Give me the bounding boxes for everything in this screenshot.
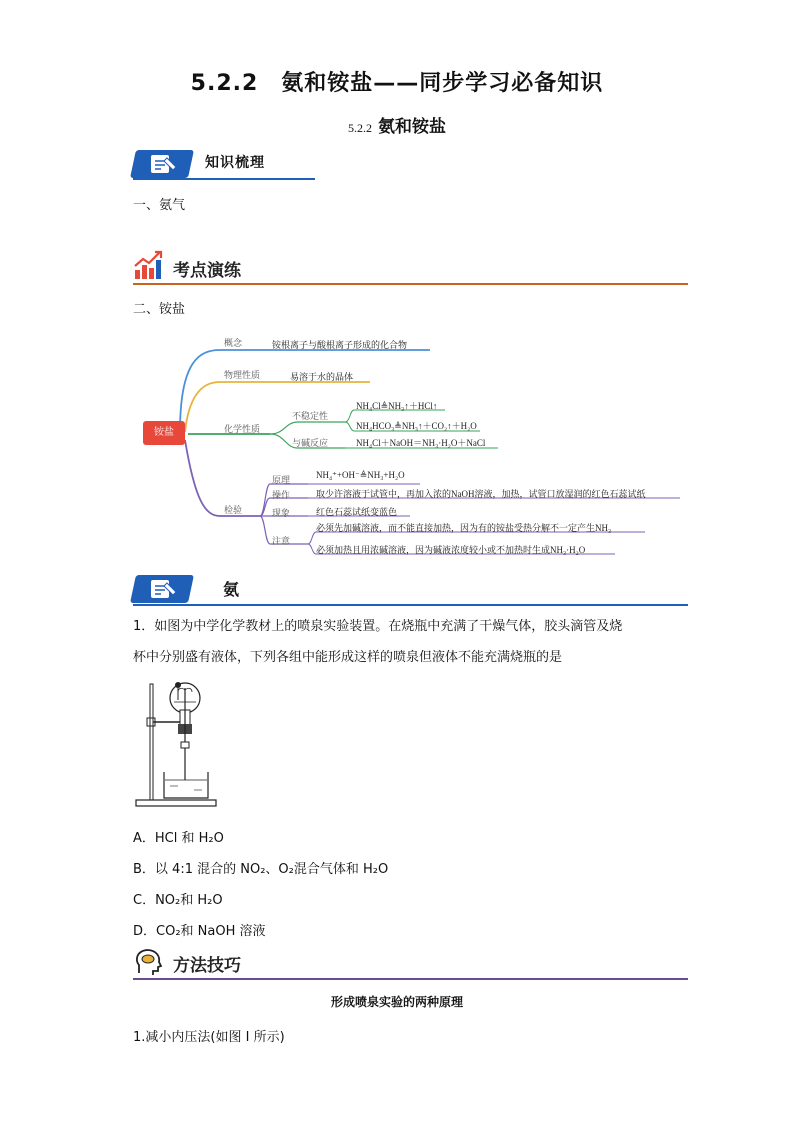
- option-b[interactable]: B．以 4:1 混合的 NO₂、O₂混合气体和 H₂O: [133, 862, 389, 877]
- question-line-1: 1．如图为中学化学教材上的喷泉实验装置。在烧瓶中充满了干燥气体，胶头滴管及烧: [133, 619, 623, 634]
- equation-3: NH₄Cl＋NaOH＝NH₃·H₂O＋NaCl: [356, 438, 486, 448]
- alkali-reaction-label: 与碱反应: [292, 439, 329, 449]
- chart-growth-icon: [133, 250, 163, 280]
- notebook-icon: [130, 150, 194, 178]
- banner-ammonia: [133, 573, 688, 607]
- equation-2: NH₄HCO₃≜NH₃↑＋CO₂↑＋H₂O: [356, 421, 477, 431]
- banner-method: [133, 945, 688, 981]
- note-1: 必须先加碱溶液，而不能直接加热，因为有的铵盐受热分解不一定产生NH₃: [316, 523, 612, 533]
- banner-ammonia-underline: [133, 604, 688, 606]
- branch-chemical: 化学性质: [224, 425, 261, 435]
- branch-physical: 物理性质: [224, 371, 261, 381]
- banner-method-underline: [133, 978, 688, 980]
- banner-knowledge-underline: [133, 178, 315, 180]
- section-ammonia-gas: 一、氨气: [133, 198, 186, 213]
- fountain-apparatus-diagram: [134, 680, 234, 810]
- head-brain-icon: [133, 947, 163, 977]
- physical-text: 易溶于水的晶体: [290, 372, 354, 382]
- principle-text: NH₄⁺+OH⁻≜NH₃+H₂O: [316, 470, 405, 480]
- phenomenon-text: 红色石蕊试纸变蓝色: [316, 507, 398, 517]
- subtitle-text: 氨和铵盐: [377, 117, 446, 137]
- option-a[interactable]: A．HCl 和 H₂O: [133, 831, 224, 846]
- note-label: 注意: [272, 537, 291, 547]
- mindmap: [140, 330, 690, 560]
- page-subtitle: [0, 112, 794, 137]
- operation-label: 操作: [272, 491, 291, 501]
- operation-text: 取少许溶液于试管中，再加入浓的NaOH溶液，加热，试管口放湿润的红色石蕊试纸: [316, 489, 646, 499]
- banner-knowledge: [133, 148, 315, 180]
- question-line-2: 杯中分别盛有液体，下列各组中能形成这样的喷泉但液体不能充满烧瓶的是: [133, 650, 563, 665]
- banner-practice-label: 考点演练: [173, 261, 241, 281]
- banner-knowledge-label: 知识梳理: [205, 155, 265, 171]
- note-2: 必须加热且用浓碱溶液，因为碱液浓度较小或不加热时生成NH₃·H₂O: [316, 545, 586, 555]
- mindmap-center: [143, 421, 185, 445]
- notebook-icon: [130, 575, 194, 603]
- option-c[interactable]: C．NO₂和 H₂O: [133, 893, 223, 908]
- phenomenon-label: 现象: [272, 509, 291, 519]
- banner-ammonia-label: 氨: [223, 580, 240, 599]
- page-title: 5.2.2 氨和铵盐——同步学习必备知识: [190, 71, 604, 96]
- instability-label: 不稳定性: [292, 412, 329, 422]
- option-d[interactable]: D．CO₂和 NaOH 溶液: [133, 924, 266, 939]
- branch-test: 检验: [224, 506, 243, 516]
- banner-practice: [133, 250, 688, 286]
- principles-heading: 形成喷泉实验的两种原理: [330, 995, 463, 1009]
- equation-1: NH₄Cl≜NH₃↑＋HCl↑: [356, 401, 438, 411]
- concept-text: 铵根离子与酸根离子形成的化合物: [272, 340, 408, 350]
- subtitle-number: 5.2.2: [348, 121, 373, 135]
- principle-1-heading: 1.减小内压法(如图 I 所示): [133, 1030, 285, 1045]
- section-ammonium-salts: 二、铵盐: [133, 302, 186, 317]
- principle-label: 原理: [272, 476, 291, 486]
- mindmap-center-label: 铵盐: [154, 427, 174, 438]
- branch-concept: 概念: [224, 339, 243, 349]
- banner-method-label: 方法技巧: [173, 956, 241, 976]
- banner-practice-underline: [133, 283, 688, 285]
